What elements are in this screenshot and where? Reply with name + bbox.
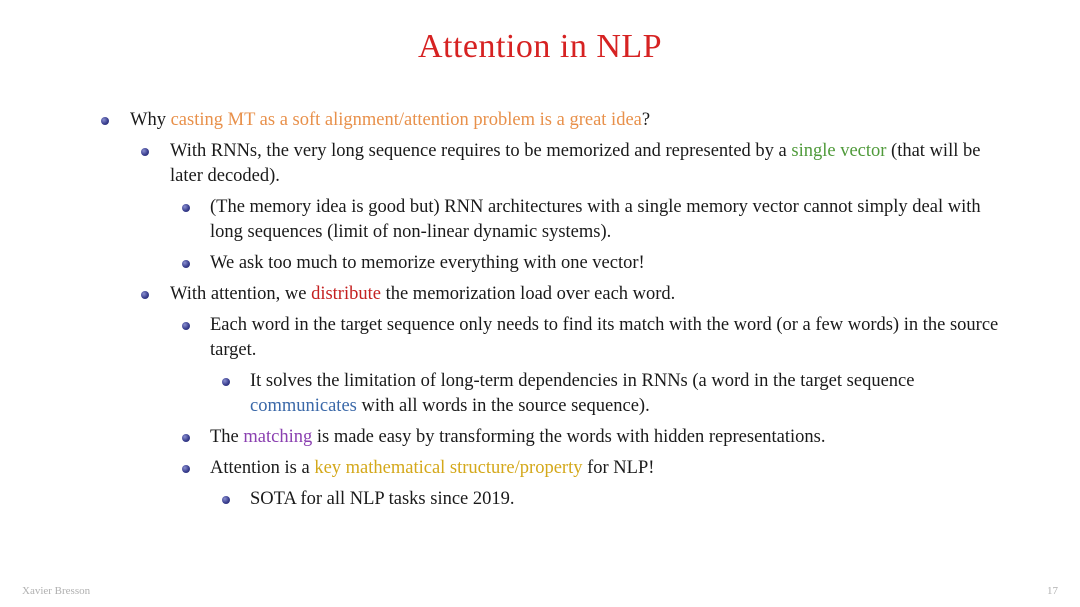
bullet-text: ? (641, 110, 651, 130)
footer-page-number: 17 (1047, 585, 1058, 597)
bullet-item (100, 108, 1000, 133)
highlight-text: communicates (250, 396, 357, 416)
bullet-text: (The memory idea is good but) RNN architectures with a single memory vector cannot simply deal with long sequences (limit of non-linear dynamic systems). (210, 197, 981, 242)
highlight-text: key mathematical structure/property (314, 458, 583, 478)
bullet-text: With attention, we (170, 284, 312, 304)
bullet-text: is made easy by transforming the words with hidden representations. (312, 427, 826, 447)
slide-title: Attention in NLP (417, 28, 663, 65)
highlight-text: matching (243, 427, 313, 447)
bullet-icon (222, 496, 230, 504)
bullet-icon (101, 117, 109, 125)
bullet-icon (141, 148, 149, 156)
bullet-item (100, 313, 1000, 363)
bullet-icon (182, 260, 190, 268)
bullet-text: SOTA for all NLP tasks since 2019. (250, 489, 515, 509)
bullet-list (100, 108, 1000, 518)
bullet-icon (182, 465, 190, 473)
bullet-icon (141, 291, 149, 299)
bullet-item (100, 139, 1000, 189)
bullet-icon (182, 434, 190, 442)
bullet-item (100, 487, 1000, 512)
bullet-text: Why (130, 110, 171, 130)
bullet-text: The (210, 427, 244, 447)
bullet-icon (182, 322, 190, 330)
bullet-text: (that will be later decoded). (170, 141, 981, 186)
highlight-text: single vector (791, 141, 887, 161)
bullet-text: Attention is a (210, 458, 315, 478)
bullet-text: with all words in the source sequence). (356, 396, 650, 416)
bullet-item (100, 369, 1000, 419)
bullet-text: With RNNs, the very long sequence requires to be memorized and represented by a (170, 141, 792, 161)
highlight-text: distribute (311, 284, 381, 304)
bullet-text: for NLP! (582, 458, 655, 478)
bullet-text: We ask too much to memorize everything with one vector! (210, 253, 645, 273)
bullet-item (100, 195, 1000, 245)
bullet-icon (182, 204, 190, 212)
bullet-text: the memorization load over each word. (380, 284, 676, 304)
bullet-item (100, 251, 1000, 276)
footer-author: Xavier Bresson (22, 585, 91, 597)
bullet-text: Each word in the target sequence only needs to find its match with the word (or a few words) in the source target. (210, 315, 999, 360)
bullet-item (100, 456, 1000, 481)
bullet-item (100, 282, 1000, 307)
bullet-icon (222, 378, 230, 386)
bullet-text: It solves the limitation of long-term dependencies in RNNs (a word in the target sequence (250, 371, 915, 391)
bullet-item (100, 425, 1000, 450)
highlight-text: casting MT as a soft alignment/attention problem is a great idea (170, 110, 642, 130)
